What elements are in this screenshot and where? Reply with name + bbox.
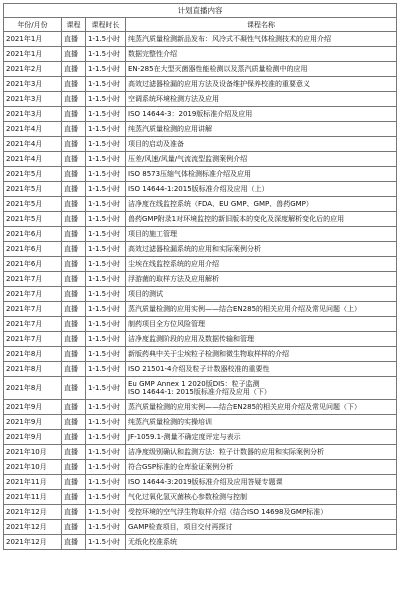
row-type: 直播 <box>62 445 86 460</box>
row-type: 直播 <box>62 400 86 415</box>
row-duration: 1-1.5小时 <box>86 475 126 490</box>
table-row <box>4 197 397 212</box>
row-type: 直播 <box>62 107 86 122</box>
row-type: 直播 <box>62 92 86 107</box>
row-duration: 1-1.5小时 <box>86 92 126 107</box>
row-type: 直播 <box>62 242 86 257</box>
row-type: 直播 <box>62 272 86 287</box>
row-type: 直播 <box>62 257 86 272</box>
row-date: 2021年9月 <box>4 430 62 445</box>
table-row <box>4 227 397 242</box>
table-row <box>4 377 397 400</box>
row-date: 2021年12月 <box>4 505 62 520</box>
row-date: 2021年3月 <box>4 107 62 122</box>
row-duration: 1-1.5小时 <box>86 212 126 227</box>
row-name: 气化过氧化氢灭菌核心参数检测与控制 <box>126 490 397 505</box>
row-duration: 1-1.5小时 <box>86 362 126 377</box>
row-name: 高效过滤器检漏的应用方法及设备维护保养校准的重要意义 <box>126 77 397 92</box>
row-duration: 1-1.5小时 <box>86 430 126 445</box>
row-name: 新版药典中关于尘埃粒子检测和微生物取样样的介绍 <box>126 347 397 362</box>
row-type: 直播 <box>62 460 86 475</box>
table-row <box>4 460 397 475</box>
row-date: 2021年7月 <box>4 332 62 347</box>
table-row <box>4 167 397 182</box>
row-type: 直播 <box>62 377 86 400</box>
row-type: 直播 <box>62 317 86 332</box>
row-type: 直播 <box>62 77 86 92</box>
row-date: 2021年5月 <box>4 182 62 197</box>
table-row <box>4 362 397 377</box>
row-type: 直播 <box>62 347 86 362</box>
row-duration: 1-1.5小时 <box>86 257 126 272</box>
row-duration: 1-1.5小时 <box>86 332 126 347</box>
row-duration: 1-1.5小时 <box>86 535 126 550</box>
row-type: 直播 <box>62 430 86 445</box>
row-date: 2021年4月 <box>4 152 62 167</box>
row-name: EN-285在大型灭菌器性能检测以及蒸汽质量检测中的应用 <box>126 62 397 77</box>
row-duration: 1-1.5小时 <box>86 62 126 77</box>
row-type: 直播 <box>62 62 86 77</box>
row-duration: 1-1.5小时 <box>86 122 126 137</box>
row-duration: 1-1.5小时 <box>86 47 126 62</box>
row-date: 2021年11月 <box>4 475 62 490</box>
table-row <box>4 347 397 362</box>
row-duration: 1-1.5小时 <box>86 302 126 317</box>
row-duration: 1-1.5小时 <box>86 107 126 122</box>
table-row <box>4 332 397 347</box>
table-row <box>4 505 397 520</box>
row-name: 纯蒸汽质量检测的应用讲解 <box>126 122 397 137</box>
row-name: 兽药GMP附录1对环境监控的新旧版本的变化及深度解析变化后的应用 <box>126 212 397 227</box>
row-type: 直播 <box>62 415 86 430</box>
table-row <box>4 287 397 302</box>
row-duration: 1-1.5小时 <box>86 400 126 415</box>
row-date: 2021年11月 <box>4 490 62 505</box>
row-duration: 1-1.5小时 <box>86 490 126 505</box>
row-date: 2021年4月 <box>4 122 62 137</box>
table-row <box>4 317 397 332</box>
row-name: 数据完整性介绍 <box>126 47 397 62</box>
row-name: 项目的启动及准备 <box>126 137 397 152</box>
caption-row <box>4 4 397 18</box>
header-row <box>4 18 397 32</box>
row-name: 符合GSP标准的仓库验证案例分析 <box>126 460 397 475</box>
row-duration: 1-1.5小时 <box>86 445 126 460</box>
row-name: 无纸化校准系统 <box>126 535 397 550</box>
row-duration: 1-1.5小时 <box>86 182 126 197</box>
row-date: 2021年6月 <box>4 227 62 242</box>
table-row <box>4 415 397 430</box>
row-type: 直播 <box>62 32 86 47</box>
row-date: 2021年12月 <box>4 520 62 535</box>
row-type: 直播 <box>62 475 86 490</box>
table-row <box>4 445 397 460</box>
row-duration: 1-1.5小时 <box>86 377 126 400</box>
table-row <box>4 32 397 47</box>
row-duration: 1-1.5小时 <box>86 415 126 430</box>
row-date: 2021年8月 <box>4 347 62 362</box>
row-type: 直播 <box>62 287 86 302</box>
header-name: 课程名称 <box>126 18 397 32</box>
row-duration: 1-1.5小时 <box>86 242 126 257</box>
row-type: 直播 <box>62 520 86 535</box>
row-duration: 1-1.5小时 <box>86 152 126 167</box>
row-name: JF-1059.1-测量不确定度评定与表示 <box>126 430 397 445</box>
row-name: GAMP检查项目，项目交付再探讨 <box>126 520 397 535</box>
row-type: 直播 <box>62 212 86 227</box>
table-row <box>4 92 397 107</box>
row-type: 直播 <box>62 182 86 197</box>
row-type: 直播 <box>62 505 86 520</box>
row-name: ISO 14644-1:2015版标准介绍及应用（上） <box>126 182 397 197</box>
table-row <box>4 212 397 227</box>
row-date: 2021年4月 <box>4 137 62 152</box>
row-type: 直播 <box>62 197 86 212</box>
row-name: ISO 14644-3:2019版标准介绍及应用答疑专题课 <box>126 475 397 490</box>
row-duration: 1-1.5小时 <box>86 287 126 302</box>
row-type: 直播 <box>62 122 86 137</box>
row-duration: 1-1.5小时 <box>86 347 126 362</box>
row-date: 2021年3月 <box>4 92 62 107</box>
row-duration: 1-1.5小时 <box>86 77 126 92</box>
row-name: 纯蒸汽质量检测新品发布：风冷式不凝性气体检测技术的应用介绍 <box>126 32 397 47</box>
row-date: 2021年7月 <box>4 287 62 302</box>
row-date: 2021年7月 <box>4 317 62 332</box>
header-duration: 课程时长 <box>86 18 126 32</box>
row-date: 2021年6月 <box>4 257 62 272</box>
row-duration: 1-1.5小时 <box>86 272 126 287</box>
row-duration: 1-1.5小时 <box>86 520 126 535</box>
row-date: 2021年8月 <box>4 362 62 377</box>
table-row <box>4 302 397 317</box>
row-date: 2021年3月 <box>4 77 62 92</box>
row-date: 2021年5月 <box>4 167 62 182</box>
table-row <box>4 77 397 92</box>
table-row <box>4 137 397 152</box>
row-date: 2021年7月 <box>4 302 62 317</box>
row-duration: 1-1.5小时 <box>86 460 126 475</box>
row-name: 蒸汽质量检测的应用实例——结合EN285的相关应用介绍及常见问题（下） <box>126 400 397 415</box>
schedule-sheet <box>3 3 397 610</box>
row-name: 高效过滤器检漏系统的应用和实际案例分析 <box>126 242 397 257</box>
row-name: 洁净度级别确认和监测方法：粒子计数器的应用和实际案例分析 <box>126 445 397 460</box>
row-name: 纯蒸汽质量检测的实操培训 <box>126 415 397 430</box>
row-name: 蒸汽质量检测的应用实例——结合EN285的相关应用介绍及常见问题（上） <box>126 302 397 317</box>
row-date: 2021年1月 <box>4 47 62 62</box>
row-name: 项目的施工管理 <box>126 227 397 242</box>
row-type: 直播 <box>62 302 86 317</box>
header-type: 课程 <box>62 18 86 32</box>
row-date: 2021年5月 <box>4 212 62 227</box>
row-date: 2021年8月 <box>4 377 62 400</box>
row-type: 直播 <box>62 490 86 505</box>
row-date: 2021年7月 <box>4 272 62 287</box>
row-name: 洁净度监测阶段的应用及数据传输和管理 <box>126 332 397 347</box>
row-date: 2021年9月 <box>4 400 62 415</box>
table-row <box>4 475 397 490</box>
row-name: 空调系统环境检测方法及应用 <box>126 92 397 107</box>
table-row <box>4 122 397 137</box>
table-row <box>4 107 397 122</box>
row-type: 直播 <box>62 227 86 242</box>
row-date: 2021年2月 <box>4 62 62 77</box>
row-duration: 1-1.5小时 <box>86 317 126 332</box>
row-duration: 1-1.5小时 <box>86 167 126 182</box>
row-duration: 1-1.5小时 <box>86 32 126 47</box>
table-row <box>4 182 397 197</box>
schedule-table <box>3 3 397 550</box>
row-name: ISO 21501-4介绍及粒子计数器校准的重要性 <box>126 362 397 377</box>
row-duration: 1-1.5小时 <box>86 227 126 242</box>
table-row <box>4 490 397 505</box>
table-row <box>4 430 397 445</box>
row-name: ISO 14644-3：2019版标准介绍及应用 <box>126 107 397 122</box>
row-duration: 1-1.5小时 <box>86 505 126 520</box>
row-name: 尘埃在线监控系统的应用介绍 <box>126 257 397 272</box>
row-date: 2021年6月 <box>4 242 62 257</box>
row-duration: 1-1.5小时 <box>86 137 126 152</box>
table-caption: 计划直播内容 <box>4 4 397 18</box>
row-name: 受控环境的空气浮生物取样介绍（结合ISO 14698及GMP标准） <box>126 505 397 520</box>
table-row <box>4 152 397 167</box>
row-name: ISO 8573压缩气体检测标准介绍及应用 <box>126 167 397 182</box>
row-date: 2021年9月 <box>4 415 62 430</box>
row-type: 直播 <box>62 362 86 377</box>
row-name: Eu GMP Annex 1 2020版DIS：粒子监测 ISO 14644-1: 2015版标准介绍及应用（下） <box>126 377 397 400</box>
table-row <box>4 272 397 287</box>
table-row <box>4 535 397 550</box>
row-name: 项目的测试 <box>126 287 397 302</box>
row-date: 2021年1月 <box>4 32 62 47</box>
row-date: 2021年5月 <box>4 197 62 212</box>
table-row <box>4 520 397 535</box>
row-type: 直播 <box>62 137 86 152</box>
row-type: 直播 <box>62 152 86 167</box>
row-name: 压差/风速/风量/气流流型监测案例介绍 <box>126 152 397 167</box>
row-duration: 1-1.5小时 <box>86 197 126 212</box>
row-type: 直播 <box>62 332 86 347</box>
row-date: 2021年12月 <box>4 535 62 550</box>
table-row <box>4 62 397 77</box>
row-type: 直播 <box>62 47 86 62</box>
table-row <box>4 257 397 272</box>
row-date: 2021年10月 <box>4 445 62 460</box>
row-name: 洁净度在线监控系统（FDA、EU GMP、GMP、兽药GMP） <box>126 197 397 212</box>
header-date: 年份/月份 <box>4 18 62 32</box>
table-row <box>4 47 397 62</box>
row-name: 浮游菌的取样方法及应用解析 <box>126 272 397 287</box>
row-type: 直播 <box>62 167 86 182</box>
row-name: 制药项目全方位风险管理 <box>126 317 397 332</box>
table-row <box>4 400 397 415</box>
row-type: 直播 <box>62 535 86 550</box>
row-date: 2021年10月 <box>4 460 62 475</box>
table-row <box>4 242 397 257</box>
